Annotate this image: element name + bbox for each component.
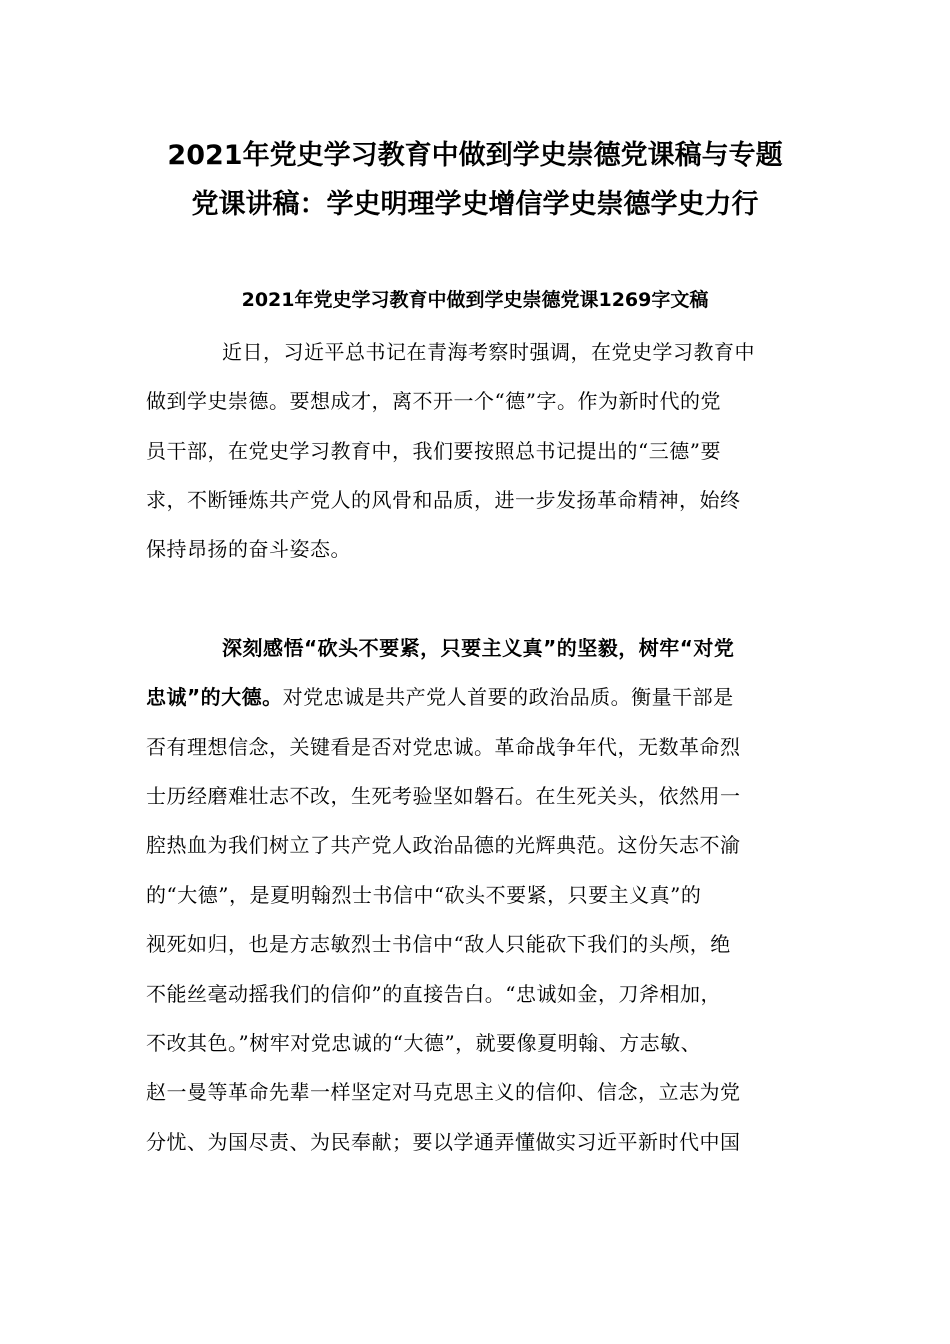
document-title-line-2: 党课讲稿：学史明理学史增信学史崇德学史力行 [191,189,759,220]
paragraph-1-line-2: 做到学史崇德。要想成才，离不开一个“德”字。作为新时代的党 [146,389,721,413]
section-heading: 2021年党史学习教育中做到学史崇德党课1269字文稿 [241,289,709,311]
paragraph-2-line-3: 否有理想信念，关键看是否对党忠诚。革命战争年代，无数革命烈 [146,735,741,759]
paragraph-2-line-2 [146,685,806,709]
paragraph-2-bold-line-1: 深刻感悟“砍头不要紧，只要主义真”的坚毅，树牢“对党 [222,636,735,660]
paragraph-1-line-4: 求，不断锤炼共产党人的风骨和品质，进一步发扬革命精神，始终 [146,488,741,512]
paragraph-2-line-9: 不改其色。”树牢对党忠诚的“大德”，就要像夏明翰、方志敏、 [146,1031,702,1055]
paragraph-2-line-10: 赵一曼等革命先辈一样坚定对马克思主义的信仰、信念，立志为党 [146,1080,741,1104]
paragraph-1-line-5: 保持昂扬的奋斗姿态。 [146,537,351,561]
paragraph-2-line-4: 士历经磨难壮志不改，生死考验坚如磐石。在生死关头，依然用一 [146,784,741,808]
paragraph-2-line-2-rest: 对党忠诚是共产党人首要的政治品质。衡量干部是 [282,685,734,709]
paragraph-2-line-7: 视死如归，也是方志敏烈士书信中“敌人只能砍下我们的头颅，绝 [146,932,731,956]
document-title-line-1: 2021年党史学习教育中做到学史崇德党课稿与专题 [167,140,783,171]
paragraph-2-line-8: 不能丝毫动摇我们的信仰”的直接告白。“忠诚如金，刀斧相加， [146,982,721,1006]
paragraph-2-line-6: 的“大德”，是夏明翰烈士书信中“砍头不要紧，只要主义真”的 [146,883,702,907]
paragraph-1-line-1: 近日，习近平总书记在青海考察时强调，在党史学习教育中 [222,340,755,364]
paragraph-2-line-5: 腔热血为我们树立了共产党人政治品德的光辉典范。这份矢志不渝 [146,833,741,857]
paragraph-1-line-3: 员干部，在党史学习教育中，我们要按照总书记提出的“三德”要 [146,439,721,463]
paragraph-2-line-11: 分忧、为国尽责、为民奉献；要以学通弄懂做实习近平新时代中国 [146,1130,741,1154]
paragraph-2-bold-lead: 忠诚”的大德。 [146,685,283,709]
